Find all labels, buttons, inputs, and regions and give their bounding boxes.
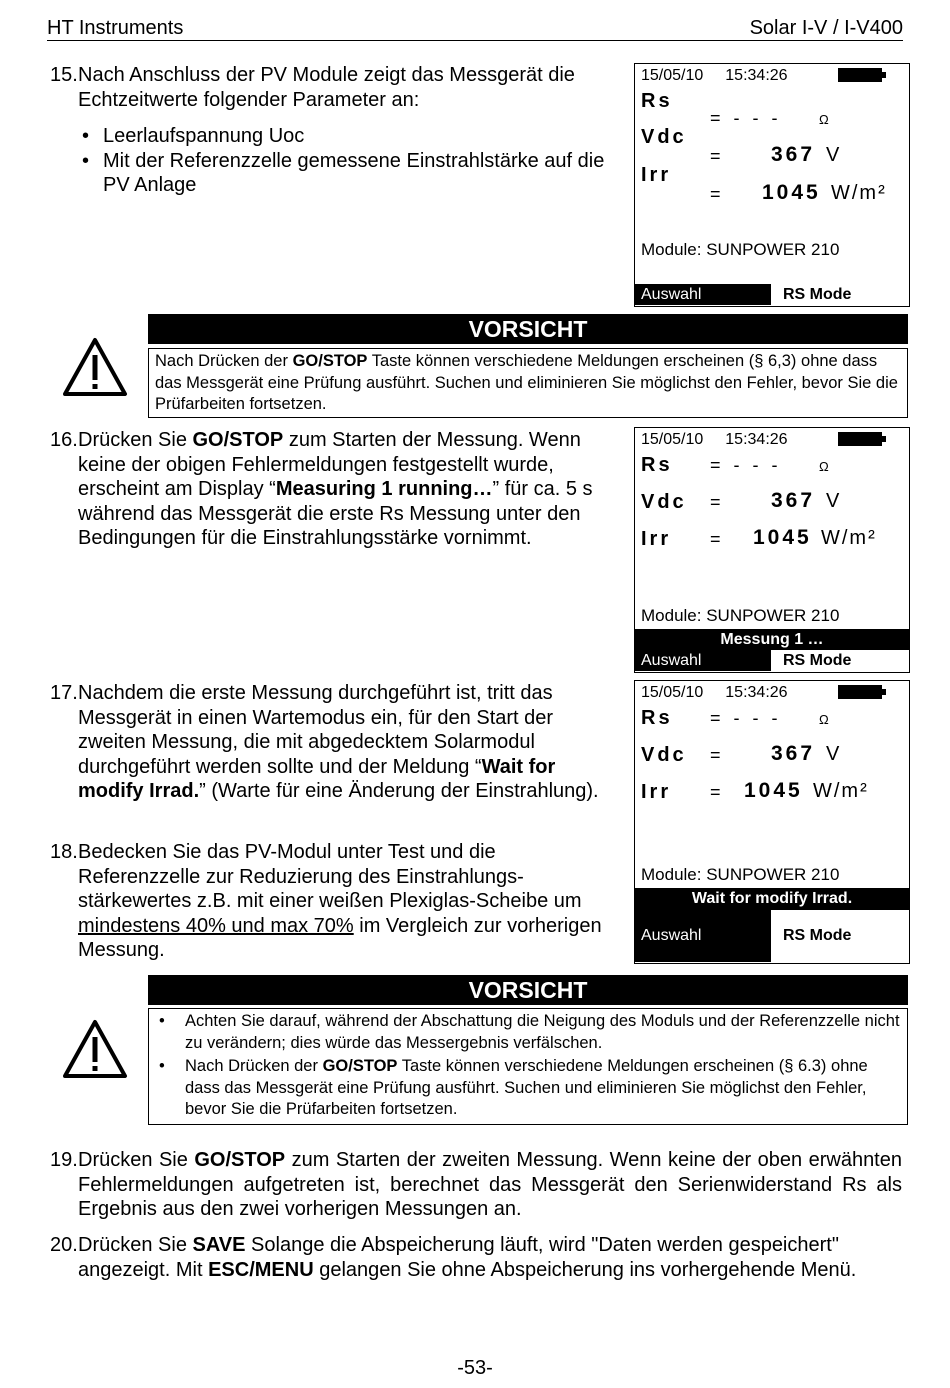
step-15-bullets bbox=[50, 124, 620, 198]
step-text: Drücken Sie SAVE Solange die Abspeicherung läuft, wird "Daten werden gespeichert" angezeigt. Mit ESC/MENU gelangen Sie ohne Abspeicherung ins vorhergehende Menü. bbox=[78, 1234, 857, 1281]
step-number: 18. bbox=[50, 841, 78, 863]
rs-label: Rs bbox=[641, 90, 673, 112]
ohm-unit: Ω bbox=[819, 112, 829, 127]
warning-icon bbox=[62, 1019, 128, 1079]
display-time: 15:34:26 bbox=[725, 67, 788, 84]
list-item: • Mit der Referenzzelle gemessene Einstrahlstärke auf die PV Anlage bbox=[78, 149, 620, 198]
vdc-unit: V bbox=[826, 490, 842, 512]
caution-title: VORSICHT bbox=[148, 975, 908, 1005]
battery-icon bbox=[838, 685, 882, 699]
vdc-unit: V bbox=[826, 144, 842, 166]
header-left: HT Instruments bbox=[47, 17, 184, 39]
equals-sign: = bbox=[710, 184, 721, 204]
step-text: Nachdem die erste Messung durchgeführt ist, tritt das Messgerät in einen Wartemodus ein, für den Start der zweiten Messung, die mit abgedecktem Solarmodul durchgeführt werden sollte und der Meldung “Wait for modify Irrad.” (Warte für eine Änderung der Einstrahlung). bbox=[78, 682, 599, 802]
display-datetime bbox=[641, 67, 788, 85]
step-19 bbox=[50, 1148, 902, 1222]
step-16 bbox=[50, 428, 628, 551]
caution-list bbox=[155, 1011, 901, 1121]
display-panel-1 bbox=[634, 63, 910, 307]
softkey-auswahl: Auswahl bbox=[635, 650, 771, 671]
step-17 bbox=[50, 681, 620, 804]
caution-box bbox=[148, 1008, 908, 1125]
vdc-label: Vdc bbox=[641, 744, 687, 766]
step-text: Drücken Sie GO/STOP zum Starten der zweiten Messung. Wenn keine der oben erwähnten Fehlermeldungen aufgetreten ist, berechnet das Messgerät den Serienwiderstand Rs als Ergebnis aus den zwei vorherigen Messungen an. bbox=[78, 1149, 902, 1220]
irr-value: 1045 bbox=[762, 181, 821, 204]
module-label: Module: SUNPOWER 210 bbox=[641, 240, 840, 259]
equals-sign: = bbox=[710, 782, 721, 802]
softkey-rs-mode: RS Mode bbox=[771, 284, 909, 305]
softkey-rs-mode: RS Mode bbox=[771, 650, 909, 671]
vdc-label: Vdc bbox=[641, 126, 687, 148]
caution-title: VORSICHT bbox=[148, 314, 908, 344]
step-number: 19. bbox=[50, 1149, 78, 1171]
step-number: 15. bbox=[50, 64, 78, 86]
vdc-unit: V bbox=[826, 743, 842, 765]
status-bar: Wait for modify Irrad. bbox=[635, 888, 909, 910]
display-panel-2 bbox=[634, 427, 910, 673]
irr-value: 1045 bbox=[753, 526, 812, 549]
irr-unit: W/m² bbox=[821, 527, 877, 549]
list-item: • Achten Sie darauf, während der Abschattung die Neigung des Moduls und der Referenzzelle nicht zu verändern; dies würde das Messergebnis verfälschen. bbox=[155, 1011, 901, 1054]
rs-value: = - - - bbox=[710, 455, 782, 475]
battery-icon bbox=[838, 68, 882, 82]
equals-sign: = bbox=[710, 492, 721, 512]
step-20 bbox=[50, 1233, 910, 1282]
step-text: Drücken Sie GO/STOP zum Starten der Messung. Wenn keine der obigen Fehlermeldungen festgestellt wurde, erscheint am Display “Measuring 1 running…” für ca. 5 s während das Messgerät die erste Rs Messung unter den Bedingungen für die Einstrahlungsstärke vornimmt. bbox=[78, 429, 593, 549]
ohm-unit: Ω bbox=[819, 459, 829, 474]
header-rule bbox=[47, 40, 903, 41]
display-panel-3 bbox=[634, 680, 910, 964]
list-item: • Leerlaufspannung Uoc bbox=[78, 124, 620, 149]
status-bar: Messung 1 … bbox=[635, 629, 909, 650]
equals-sign: = bbox=[710, 745, 721, 765]
page-number: -53- bbox=[457, 1357, 493, 1379]
step-number: 16. bbox=[50, 429, 78, 451]
display-date: 15/05/10 bbox=[641, 67, 704, 84]
step-number: 17. bbox=[50, 682, 78, 704]
display-datetime: 15/05/10 15:34:26 bbox=[641, 431, 788, 448]
step-18 bbox=[50, 840, 620, 963]
warning-icon bbox=[62, 337, 128, 397]
header-right: Solar I-V / I-V400 bbox=[749, 17, 903, 39]
vdc-value: 367 bbox=[771, 742, 816, 765]
irr-label: Irr bbox=[641, 528, 672, 550]
step-15 bbox=[50, 63, 620, 198]
rs-value: = - - - bbox=[710, 108, 782, 128]
caution-box: Nach Drücken der GO/STOP Taste können verschiedene Meldungen erscheinen (§ 6,3) ohne dass das Messgerät eine Prüfung ausführt. Suchen und eliminieren Sie möglichst den Fehler, bevor Sie die Prüfarbeiten fortsetzen. bbox=[148, 348, 908, 418]
module-label: Module: SUNPOWER 210 bbox=[641, 865, 840, 884]
rs-label: Rs bbox=[641, 707, 673, 729]
softkey-rs-mode: RS Mode bbox=[771, 910, 909, 962]
irr-label: Irr bbox=[641, 164, 672, 186]
display-datetime: 15/05/10 15:34:26 bbox=[641, 684, 788, 701]
vdc-value: 367 bbox=[771, 143, 816, 166]
list-item: • Nach Drücken der GO/STOP Taste können verschiedene Meldungen erscheinen (§ 6.3) ohne dass das Messgerät eine Prüfung ausführt. Suchen und eliminieren Sie möglichst den Fehler, bevor Sie die Prüfarbeiten fortsetzen. bbox=[155, 1056, 901, 1121]
step-text: Bedecken Sie das PV-Modul unter Test und die Referenzzelle zur Reduzierung des Einstrahlungs-stärkewertes z.B. mit einer weißen Plexiglas-Scheibe um mindestens 40% und max 70% im Vergleich zur vorherigen Messung. bbox=[78, 841, 602, 961]
rs-value: = - - - bbox=[710, 708, 782, 728]
irr-unit: W/m² bbox=[831, 182, 887, 204]
step-number: 20. bbox=[50, 1234, 78, 1256]
vdc-label: Vdc bbox=[641, 491, 687, 513]
softkey-auswahl: Auswahl bbox=[635, 910, 771, 962]
rs-label: Rs bbox=[641, 454, 673, 476]
ohm-unit: Ω bbox=[819, 712, 829, 727]
step-text: Nach Anschluss der PV Module zeigt das Messgerät die Echtzeitwerte folgender Parameter an: bbox=[78, 64, 575, 111]
irr-value: 1045 bbox=[744, 779, 803, 802]
irr-label: Irr bbox=[641, 781, 672, 803]
vdc-value: 367 bbox=[771, 489, 816, 512]
softkey-auswahl: Auswahl bbox=[635, 284, 771, 305]
equals-sign: = bbox=[710, 146, 721, 166]
module-label: Module: SUNPOWER 210 bbox=[641, 606, 840, 625]
irr-unit: W/m² bbox=[813, 780, 869, 802]
battery-icon bbox=[838, 432, 882, 446]
equals-sign: = bbox=[710, 529, 721, 549]
